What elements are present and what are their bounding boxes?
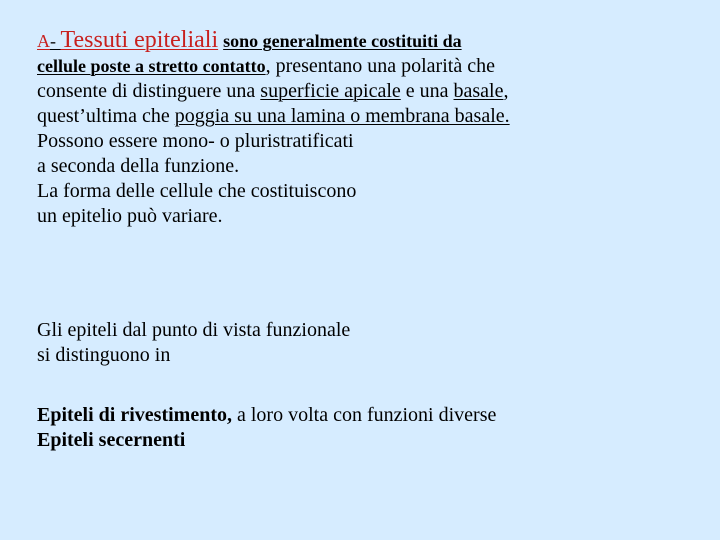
text-line-4 (37, 104, 510, 129)
text-line-7: La forma delle cellule che costituiscono (37, 180, 357, 202)
paragraph-epithelial-tissues (37, 28, 510, 229)
line-3-end: , (503, 80, 509, 102)
type-lining (37, 403, 496, 428)
text-line-2 (37, 54, 510, 79)
heading-line (37, 28, 510, 54)
functional-line-2: si distinguono in (37, 344, 171, 366)
line-4-start: quest’ultima che (37, 105, 175, 127)
heading-rest: sono generalmente costituiti da (223, 31, 462, 51)
text-line-3 (37, 79, 510, 104)
underlined-basal: basale (453, 80, 504, 102)
term-epithelial-tissues: Tessuti epiteliali (60, 27, 219, 53)
text-line-5: Possono essere mono- o pluristratificati (37, 130, 354, 152)
type-secreting: Epiteli secernenti (37, 429, 186, 451)
underlined-apical-surface: superficie apicale (260, 80, 401, 102)
line-2-rest: , presentano una polarità che (265, 55, 495, 77)
line-3-start: consente di distinguere una (37, 80, 261, 102)
functional-line-1: Gli epiteli dal punto di vista funzionale (37, 319, 351, 341)
paragraph-functional (37, 318, 350, 368)
paragraph-epithelia-types (37, 403, 496, 453)
lining-epithelia-rest: a loro volta con funzioni diverse (231, 404, 497, 426)
line-3-middle: e una (400, 80, 454, 102)
section-letter: A (37, 31, 50, 51)
underlined-basal-lamina: poggia su una lamina o membrana basale. (174, 105, 510, 127)
text-line-8: un epitelio può variare. (37, 205, 223, 227)
text-line-6: a seconda della funzione. (37, 155, 240, 177)
lining-epithelia-label: Epiteli di rivestimento, (37, 404, 232, 426)
section-dash: - (50, 31, 61, 51)
underlined-close-contact: cellule poste a stretto contatto (37, 56, 266, 76)
